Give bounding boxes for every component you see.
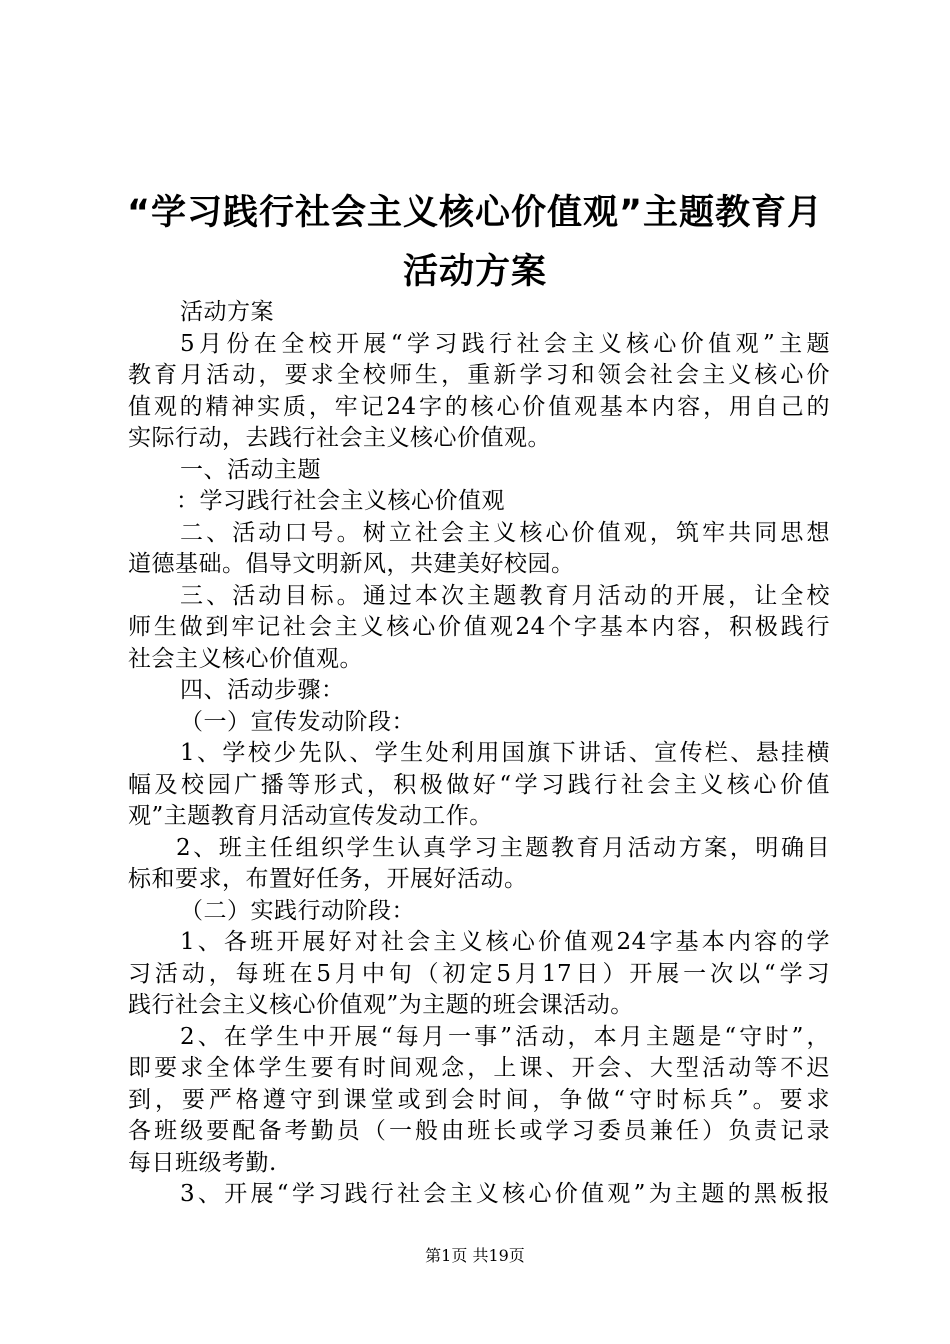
paragraph-line: 3、开展“学习践行社会主义核心价值观”为主题的黑板报 <box>180 1181 830 1207</box>
subsection-heading: （一）宣传发动阶段： <box>180 708 415 735</box>
paragraph-line: 2、班主任组织学生认真学习主题教育月活动方案，明确目 <box>176 834 830 861</box>
document-body <box>128 297 830 1211</box>
paragraph-line: 到，要严格遵守到课堂或到会时间，争做“守时标兵”。要求 <box>128 1086 830 1113</box>
paragraph-line: 习活动，每班在5月中旬（初定5月17日）开展一次以“学习 <box>128 960 830 987</box>
section-heading: 一、活动主题 <box>180 456 321 483</box>
paragraph-line: 观”主题教育月活动宣传发动工作。 <box>128 803 493 829</box>
paragraph-line: 践行社会主义核心价值观”为主题的班会课活动。 <box>128 992 634 1018</box>
paragraph-line: 幅及校园广播等形式，积极做好“学习践行社会主义核心价值 <box>128 771 830 798</box>
paragraph-line: 2、在学生中开展“每月一事”活动，本月主题是“守时”， <box>180 1023 830 1050</box>
paragraph-line: 实际行动，去践行社会主义核心价值观。 <box>128 425 551 451</box>
document-title-line-2: 活动方案 <box>402 252 547 292</box>
page-footer: 第1页 共19页 <box>425 1246 525 1265</box>
paragraph-line: 标和要求，布置好任务，开展好活动。 <box>128 866 528 892</box>
paragraph-line: 即要求全体学生要有时间观念，上课、开会、大型活动等不迟 <box>128 1055 830 1081</box>
document-title-line-1: “学习践行社会主义核心价值观”主题教育月 <box>126 193 823 233</box>
subsection-heading: （二）实践行动阶段： <box>180 897 415 924</box>
paragraph-line: 活动方案 <box>180 299 274 325</box>
paragraph-line: ：学习践行社会主义核心价值观 <box>176 488 505 514</box>
paragraph-line: 二、活动口号。树立社会主义核心价值观，筑牢共同思想 <box>180 519 830 546</box>
paragraph-line: 社会主义核心价值观。 <box>128 645 363 672</box>
paragraph-line: 三、活动目标。通过本次主题教育月活动的开展，让全校 <box>180 582 830 609</box>
paragraph-line: 道德基础。倡导文明新风，共建美好校园。 <box>128 551 575 577</box>
paragraph-line: 5月份在全校开展“学习践行社会主义核心价值观”主题 <box>180 330 830 357</box>
paragraph-line: 1、学校少先队、学生处利用国旗下讲话、宣传栏、悬挂横 <box>180 740 830 766</box>
section-heading: 四、活动步骤： <box>180 677 345 703</box>
paragraph-line: 教育月活动，要求全校师生，重新学习和领会社会主义核心价 <box>128 362 830 388</box>
paragraph-line: 师生做到牢记社会主义核心价值观24个字基本内容，积极践行 <box>128 614 830 640</box>
paragraph-line: 每日班级考勤. <box>128 1149 277 1176</box>
paragraph-line: 值观的精神实质，牢记24字的核心价值观基本内容，用自己的 <box>128 393 830 420</box>
paragraph-line: 各班级要配备考勤员（一般由班长或学习委员兼任）负责记录 <box>128 1118 830 1144</box>
paragraph-line: 1、各班开展好对社会主义核心价值观24字基本内容的学 <box>180 929 830 955</box>
